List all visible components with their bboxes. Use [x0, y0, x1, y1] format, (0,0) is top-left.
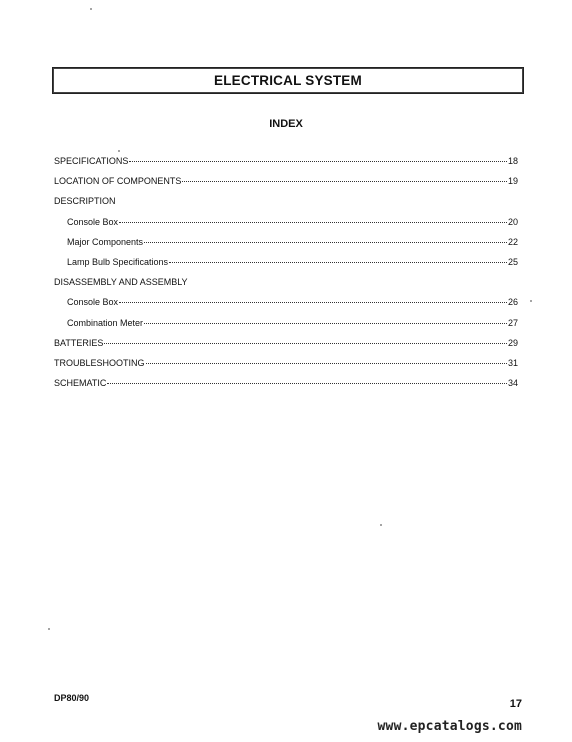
toc-heading-description — [54, 196, 518, 216]
toc-leader-dots — [129, 161, 507, 162]
scan-speck — [118, 150, 120, 152]
toc-page-number: 19 — [507, 176, 518, 187]
toc-entry-major-components[interactable] — [54, 237, 518, 257]
index-heading: INDEX — [269, 118, 303, 130]
toc-label: BATTERIES — [54, 337, 104, 348]
toc-entry-console-box-disassembly[interactable] — [54, 297, 518, 317]
toc-heading-disassembly-and-assembly — [54, 277, 518, 297]
toc-page-number: 18 — [507, 156, 518, 166]
toc-entry-combination-meter[interactable] — [54, 318, 518, 338]
toc-entry-console-box[interactable] — [54, 217, 518, 237]
toc-label: Major Components — [67, 236, 144, 247]
scan-speck — [90, 8, 92, 10]
section-title: ELECTRICAL SYSTEM — [52, 67, 524, 94]
toc-label: LOCATION OF COMPONENTS — [54, 176, 182, 187]
model-number: DP80/90 — [54, 693, 90, 703]
toc-leader-dots — [119, 222, 507, 223]
scan-speck — [48, 628, 50, 630]
table-of-contents — [54, 156, 518, 398]
toc-page-number: 27 — [507, 317, 518, 328]
toc-label: DESCRIPTION — [54, 196, 116, 207]
toc-label: SPECIFICATIONS — [54, 156, 129, 166]
toc-page-number: 29 — [507, 337, 518, 348]
toc-label: SCHEMATIC — [54, 378, 107, 389]
toc-entry-location-of-components[interactable] — [54, 176, 518, 196]
toc-page-number: 22 — [507, 236, 518, 247]
toc-leader-dots — [104, 343, 507, 344]
toc-entry-lamp-bulb-specifications[interactable] — [54, 257, 518, 277]
scan-speck — [380, 524, 382, 526]
toc-page-number: 26 — [507, 297, 518, 308]
toc-label: DISASSEMBLY AND ASSEMBLY — [54, 277, 188, 288]
toc-leader-dots — [107, 383, 507, 384]
toc-label: Console Box — [67, 297, 119, 308]
toc-leader-dots — [144, 323, 507, 324]
toc-page-number: 34 — [507, 378, 518, 389]
toc-entry-schematic[interactable] — [54, 378, 518, 398]
toc-label: Combination Meter — [67, 317, 144, 328]
toc-label: TROUBLESHOOTING — [54, 357, 145, 368]
scan-speck — [530, 300, 532, 302]
toc-entry-specifications[interactable] — [54, 156, 518, 176]
toc-leader-dots — [119, 302, 507, 303]
page-number: 17 — [509, 698, 522, 710]
toc-entry-troubleshooting[interactable] — [54, 358, 518, 378]
toc-leader-dots — [144, 242, 507, 243]
toc-entry-batteries[interactable] — [54, 338, 518, 358]
toc-label: Console Box — [67, 216, 119, 227]
toc-leader-dots — [146, 363, 507, 364]
toc-page-number: 31 — [507, 357, 518, 368]
toc-page-number: 20 — [507, 216, 518, 227]
toc-page-number: 25 — [507, 256, 518, 267]
toc-label: Lamp Bulb Specifications — [67, 256, 169, 267]
toc-leader-dots — [169, 262, 507, 263]
watermark-url: www.epcatalogs.com — [377, 719, 522, 734]
toc-leader-dots — [182, 181, 507, 182]
